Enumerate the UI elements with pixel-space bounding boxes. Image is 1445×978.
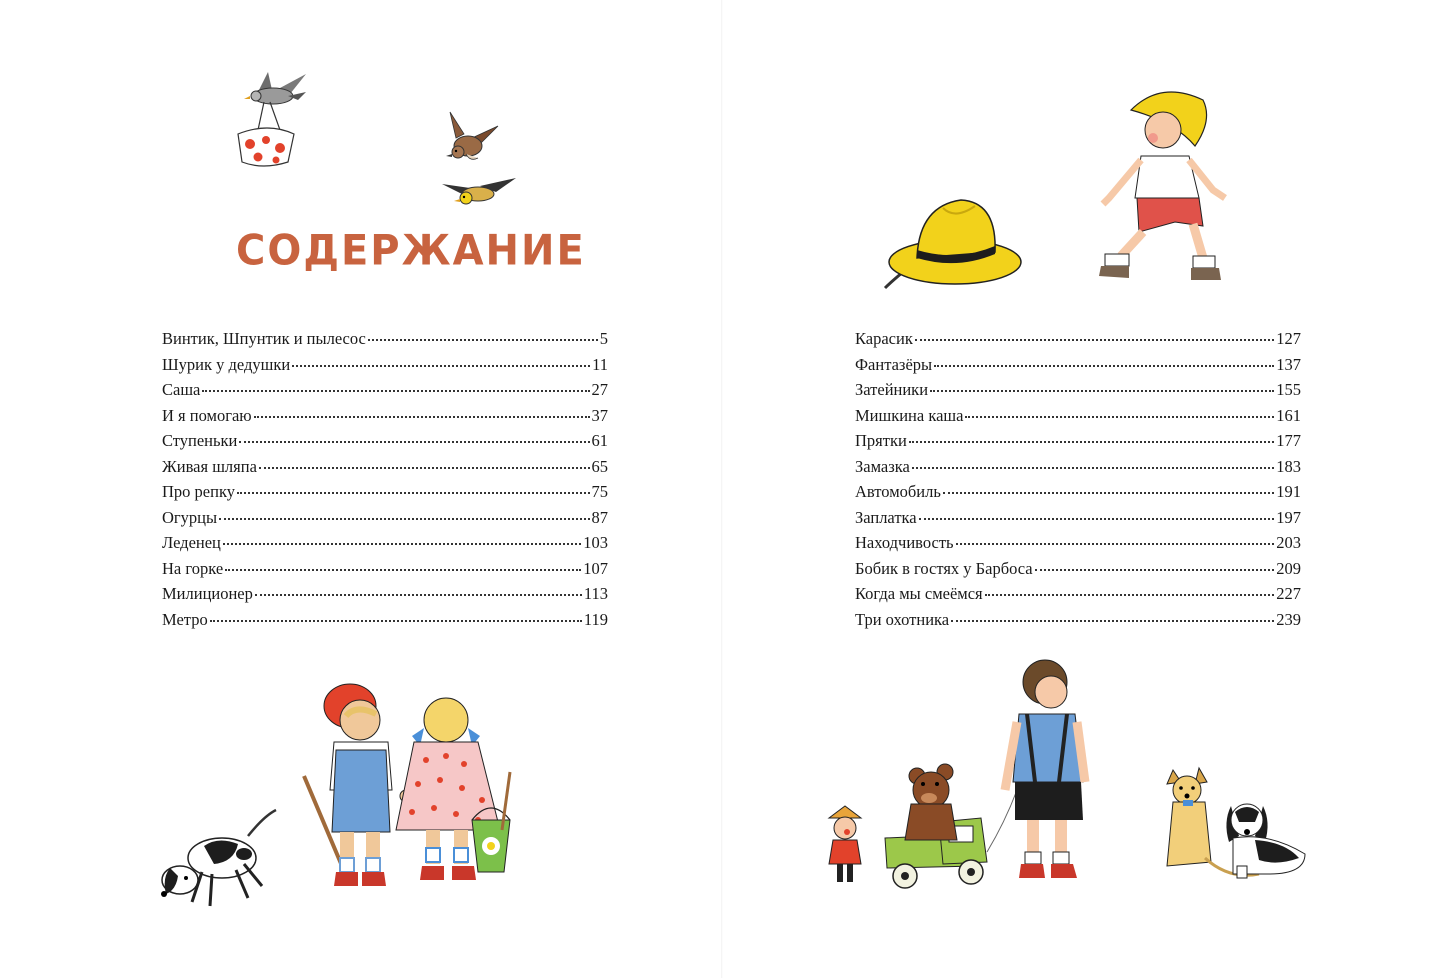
toc-entry[interactable] (855, 403, 1301, 429)
toc-entry-page: 113 (583, 584, 608, 603)
toc-entry[interactable] (162, 530, 608, 556)
toc-entry-page: 75 (591, 482, 608, 501)
toc-entry[interactable] (855, 607, 1301, 633)
right-page (723, 0, 1445, 978)
toc-entry-title: Бобик в гостях у Барбоса (855, 558, 1033, 578)
toc-entry-page: 119 (583, 609, 608, 629)
toc-entry-page: 5 (599, 329, 608, 348)
toc-entry-page: 27 (591, 380, 608, 399)
toc-entry[interactable] (855, 505, 1301, 531)
toc-entry-title: Три охотника (855, 609, 950, 629)
dot-leader (985, 594, 1275, 596)
toc-entry[interactable] (855, 377, 1301, 403)
dot-leader (254, 416, 590, 418)
toc-left-list (162, 326, 608, 632)
toc-entry-page: 161 (1276, 405, 1301, 425)
toc-entry[interactable] (855, 326, 1301, 352)
toc-entry-page: 155 (1276, 380, 1301, 399)
toc-entry-page: 227 (1276, 584, 1301, 603)
toc-entry[interactable] (162, 607, 608, 633)
toc-entry-page: 183 (1276, 456, 1301, 476)
toc-entry-page: 197 (1276, 507, 1301, 527)
toc-entry-title: Винтик, Шпунтик и пылесос (162, 329, 366, 348)
toc-entry-title: Метро (162, 609, 208, 629)
toc-entry-title: Саша (162, 380, 201, 399)
toc-entry[interactable] (162, 505, 608, 531)
living-hat-illustration (883, 188, 1023, 294)
toc-entry-title: И я помогаю (162, 405, 252, 425)
toc-entry[interactable] (855, 581, 1301, 607)
toc-entry-page: 209 (1276, 558, 1301, 578)
toc-entry[interactable] (162, 352, 608, 378)
two-dogs-illustration (1159, 762, 1311, 892)
dot-leader (919, 518, 1275, 520)
goldfinch-illustration (440, 172, 520, 212)
boy-in-hat-illustration (1095, 86, 1235, 286)
dot-leader (255, 594, 582, 596)
toc-entry[interactable] (855, 352, 1301, 378)
toc-entry-title: Леденец (162, 533, 221, 552)
dot-leader (292, 365, 590, 367)
toc-entry-page: 177 (1276, 431, 1301, 450)
dot-leader (956, 543, 1275, 545)
dot-leader (202, 390, 589, 392)
toc-entry[interactable] (162, 454, 608, 480)
dot-leader (951, 620, 1274, 622)
dot-leader (210, 620, 582, 622)
toc-entry[interactable] (855, 556, 1301, 582)
toc-entry-page: 65 (591, 456, 608, 476)
toc-entry-page: 203 (1276, 533, 1301, 552)
toc-entry[interactable] (162, 581, 608, 607)
dot-leader (1035, 569, 1275, 571)
dot-leader (237, 492, 590, 494)
toc-entry[interactable] (162, 556, 608, 582)
dot-leader (239, 441, 589, 443)
dot-leader (909, 441, 1274, 443)
left-page (0, 0, 722, 978)
sparrow-illustration (440, 108, 500, 168)
toc-right-list (855, 326, 1301, 632)
toc-entry-page: 61 (591, 431, 608, 450)
toc-entry[interactable] (855, 479, 1301, 505)
toc-entry-title: Автомобиль (855, 482, 941, 501)
running-dog-illustration (152, 806, 282, 918)
toc-entry[interactable] (162, 326, 608, 352)
toc-entry-page: 191 (1276, 482, 1301, 501)
toc-entry[interactable] (162, 479, 608, 505)
toc-entry-title: Затейники (855, 380, 929, 399)
contents-heading: СОДЕРЖАНИЕ (236, 226, 586, 276)
toc-entry[interactable] (162, 428, 608, 454)
toc-entry-page: 127 (1276, 329, 1301, 348)
toc-entry-title: Заплатка (855, 507, 917, 527)
toc-entry-title: Мишкина каша (855, 405, 964, 425)
toc-entry-title: Живая шляпа (162, 456, 257, 476)
toc-entry-page: 107 (583, 558, 608, 578)
dot-leader (912, 467, 1274, 469)
toc-entry-page: 103 (583, 533, 608, 552)
toc-entry-title: Шурик у дедушки (162, 354, 291, 374)
dot-leader (934, 365, 1274, 367)
toc-entry-title: Милиционер (162, 584, 253, 603)
boy-with-toy-truck-illustration (821, 652, 1131, 896)
dot-leader (223, 543, 581, 545)
toc-entry-page: 87 (591, 507, 608, 527)
toc-entry-title: Про репку (162, 482, 235, 501)
toc-entry-title: На горке (162, 558, 224, 578)
toc-entry-title: Когда мы смеёмся (855, 584, 983, 603)
toc-entry-title: Карасик (855, 329, 913, 348)
toc-entry-page: 137 (1276, 354, 1301, 374)
toc-entry-title: Ступеньки (162, 431, 238, 450)
toc-entry[interactable] (162, 377, 608, 403)
toc-entry-title: Находчивость (855, 533, 954, 552)
toc-entry[interactable] (162, 403, 608, 429)
dot-leader (259, 467, 590, 469)
toc-entry-title: Замазка (855, 456, 910, 476)
dot-leader (930, 390, 1274, 392)
dot-leader (915, 339, 1274, 341)
boy-and-girl-illustration (296, 680, 522, 896)
toc-entry-page: 239 (1276, 609, 1301, 629)
dot-leader (225, 569, 581, 571)
toc-entry-title: Фантазёры (855, 354, 933, 374)
toc-entry-page: 11 (592, 354, 608, 374)
toc-entry[interactable] (855, 454, 1301, 480)
toc-entry[interactable] (855, 530, 1301, 556)
dot-leader (965, 416, 1274, 418)
toc-entry-title: Огурцы (162, 507, 218, 527)
toc-entry-page: 37 (591, 405, 608, 425)
dot-leader (943, 492, 1274, 494)
dot-leader (219, 518, 589, 520)
toc-entry[interactable] (855, 428, 1301, 454)
bird-with-bag-illustration (228, 62, 318, 172)
dot-leader (368, 339, 598, 341)
toc-entry-title: Прятки (855, 431, 907, 450)
